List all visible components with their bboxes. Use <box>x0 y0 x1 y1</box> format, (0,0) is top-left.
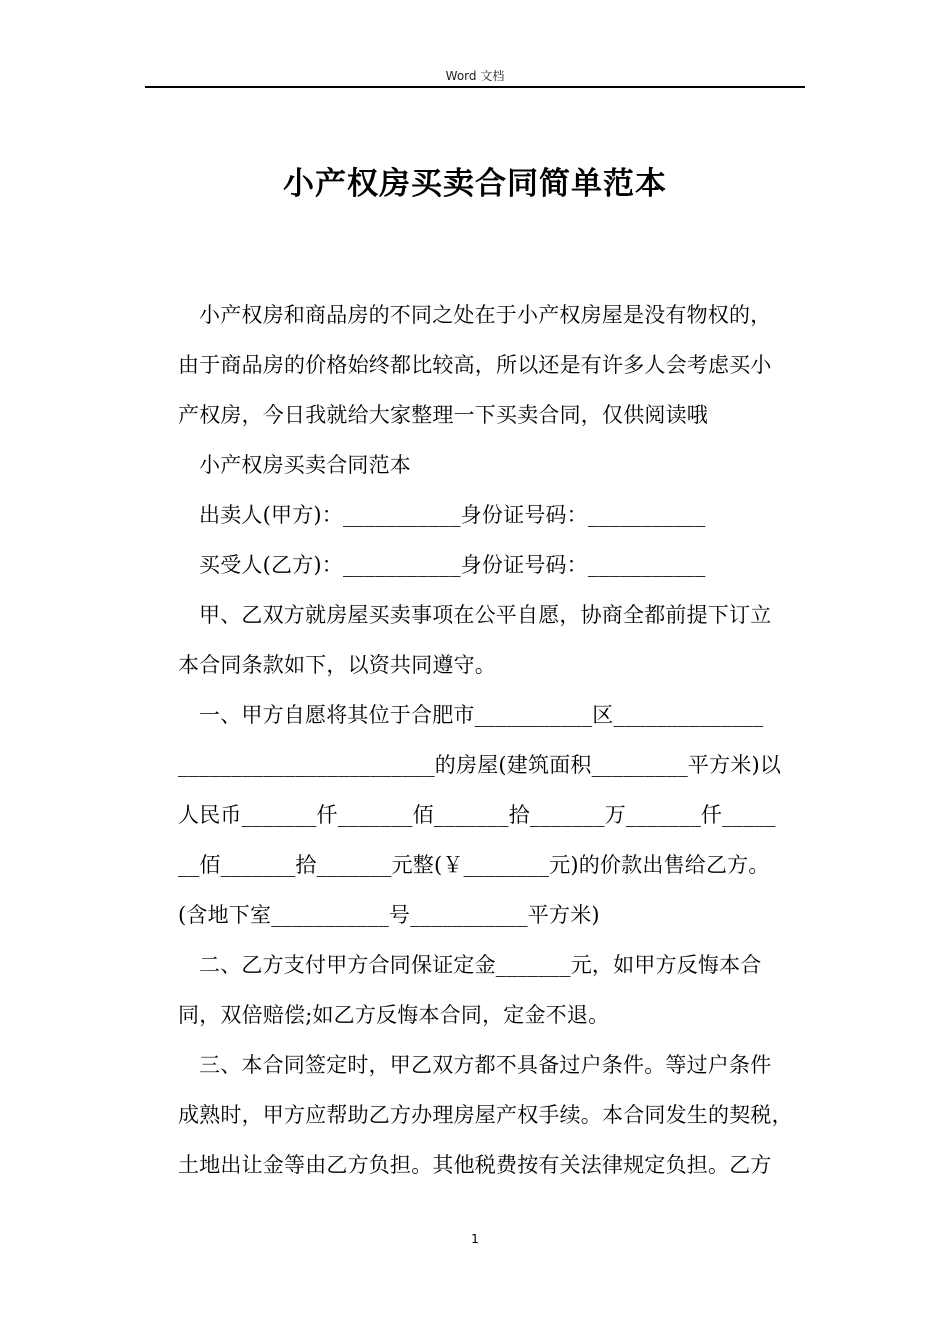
buyer-line: 买受人(乙方)：___________身份证号码：___________ <box>199 553 706 577</box>
document-title: 小产权房买卖合同简单范本 <box>283 166 667 202</box>
seller-line: 出卖人(甲方)：___________身份证号码：___________ <box>199 503 706 527</box>
clause-2-line: 二、乙方支付甲方合同保证定金_______元，如甲方反悔本合 <box>199 953 762 977</box>
paragraph-line: 本合同条款如下，以资共同遵守。 <box>178 653 496 677</box>
clause-1-line: ________________________的房屋(建筑面积_________平方米)以 <box>178 753 782 777</box>
header-label: Word 文档 <box>445 69 505 83</box>
header-divider <box>145 86 805 88</box>
paragraph-line: 小产权房和商品房的不同之处在于小产权房屋是没有物权的， <box>199 303 772 327</box>
clause-1-line: __佰_______拾_______元整(￥________元)的价款出售给乙方。 <box>178 853 770 877</box>
clause-3-line: 成熟时，甲方应帮助乙方办理房屋产权手续。本合同发生的契税， <box>178 1103 793 1127</box>
paragraph-line: 由于商品房的价格始终都比较高，所以还是有许多人会考虑买小 <box>178 353 772 377</box>
clause-3-line: 三、本合同签定时，甲乙双方都不具备过户条件。等过户条件 <box>199 1053 772 1077</box>
document-body <box>178 290 806 1190</box>
clause-3-line: 土地出让金等由乙方负担。其他税费按有关法律规定负担。乙方 <box>178 1153 772 1177</box>
paragraph-line: 小产权房买卖合同范本 <box>199 453 411 477</box>
clause-1-line: 人民币_______仟_______佰_______拾_______万_______仟_____ <box>178 803 776 827</box>
page-number: 1 <box>471 1232 479 1246</box>
paragraph-line: 产权房，今日我就给大家整理一下买卖合同，仅供阅读哦 <box>178 403 708 427</box>
clause-1-line: 一、甲方自愿将其位于合肥市___________区______________ <box>199 703 764 727</box>
clause-1-line: (含地下室___________号___________平方米) <box>178 903 600 927</box>
paragraph-line: 甲、乙双方就房屋买卖事项在公平自愿，协商全都前提下订立 <box>199 603 772 627</box>
clause-2-line: 同，双倍赔偿;如乙方反悔本合同，定金不退。 <box>178 1003 610 1027</box>
